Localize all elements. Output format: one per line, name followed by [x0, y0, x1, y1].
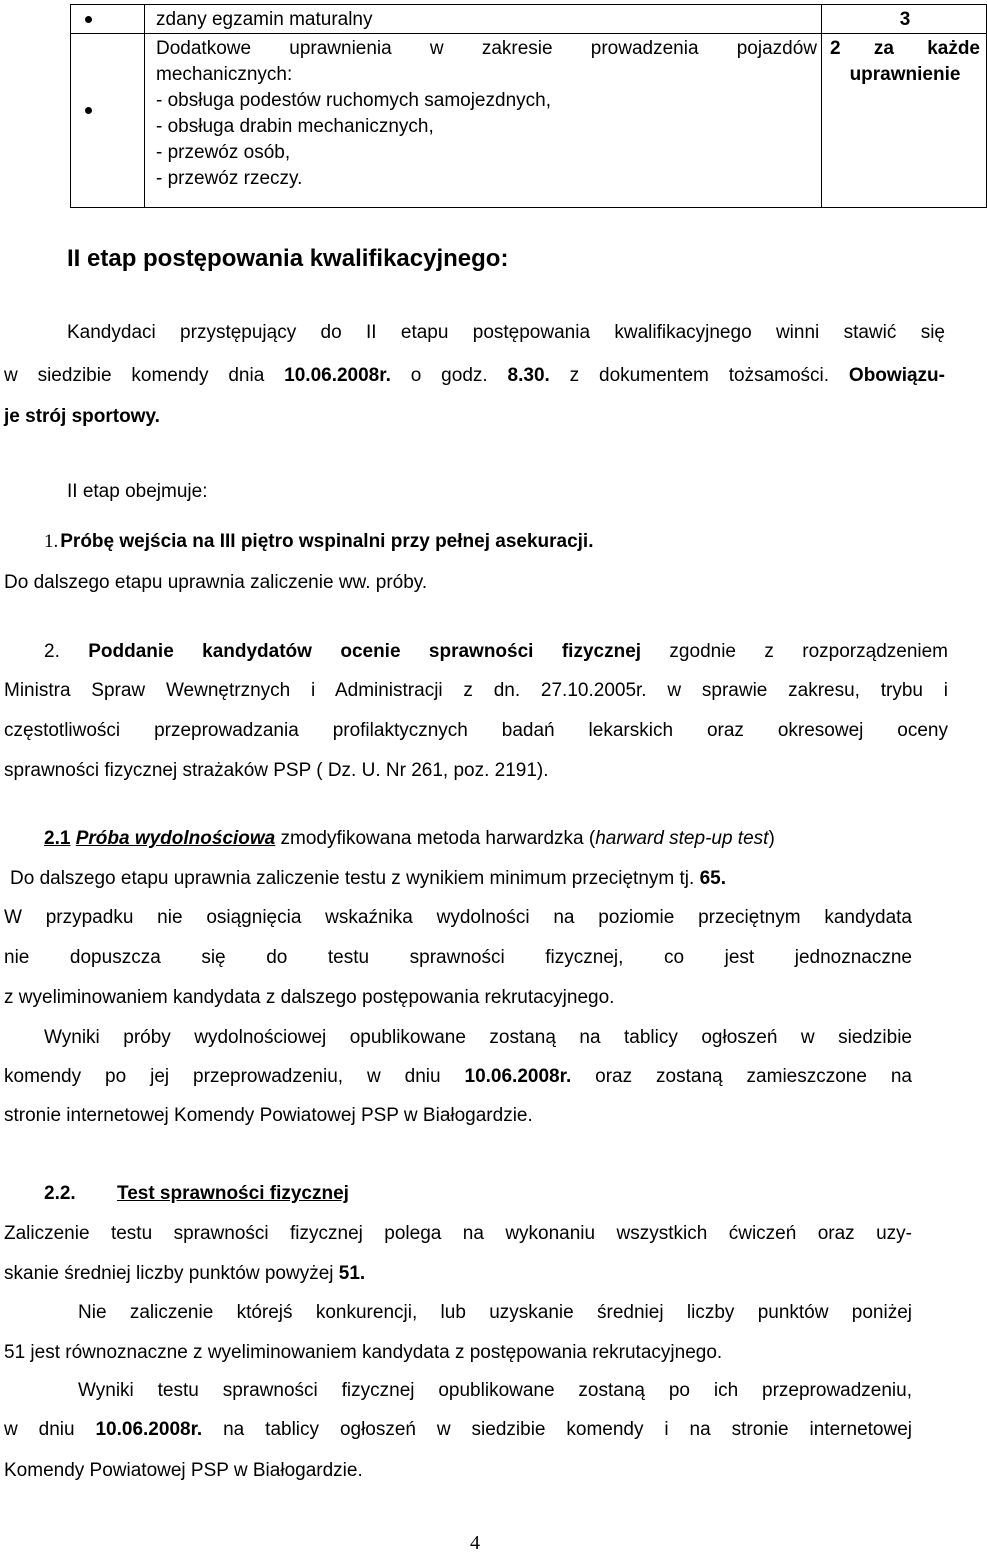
table-row — [71, 5, 987, 34]
item-number: 2. — [44, 641, 89, 662]
page-number: 4 — [470, 1532, 480, 1554]
description-line: mechanicznych: — [156, 64, 293, 85]
points-line: 3 — [899, 9, 911, 30]
intro-line: Kandydaci przystępujący do II etapu postępowania kwalifikacyjnego winni stawić się — [67, 322, 945, 343]
description-line: - obsługa podestów ruchomych samojezdnych, — [156, 90, 551, 111]
item-number: 2.1 — [44, 828, 71, 849]
intro-line: w siedzibie komendy dnia 10.06.2008r. o godz. 8.30. z dokumentem tożsamości. Obowiązu- — [4, 365, 945, 386]
description-line: Dodatkowe uprawnienia w zakresie prowadzenia pojazdów — [156, 38, 817, 59]
results-date: 10.06.2008r. — [95, 1419, 203, 1440]
item-2-1: 2.1 Próba wydolnościowa zmodyfikowana metoda harwardzka (harward step-up test) — [44, 828, 775, 849]
item-text-line: Ministra Spraw Wewnętrznych i Administracji z dn. 27.10.2005r. w sprawie zakresu, trybu i — [4, 680, 948, 701]
description-line: zdany egzamin maturalny — [156, 9, 373, 30]
description-line: - obsługa drabin mechanicznych, — [156, 116, 434, 137]
points-line: uprawnienie — [849, 64, 961, 85]
points-line: 2 za każde — [830, 38, 980, 59]
item-text-line: W przypadku nie osiągnięcia wskaźnika wydolności na poziomie przeciętnym kandydata — [4, 907, 912, 928]
minimum-points: 51. — [338, 1263, 366, 1284]
points-cell — [822, 34, 987, 208]
bullet-icon — [85, 16, 92, 23]
item-note: Do dalszego etapu uprawnia zaliczenie ww. próby. — [4, 572, 428, 593]
table-row — [71, 34, 987, 208]
description-cell — [145, 34, 822, 208]
item-number: 1. — [44, 531, 59, 552]
description-cell — [145, 5, 822, 34]
intro-line: je strój sportowy. — [4, 406, 160, 427]
bullet-cell — [71, 34, 145, 208]
item-title: Poddanie kandydatów ocenie sprawności fizycznej — [88, 641, 642, 662]
minimum-score: 65. — [699, 868, 726, 889]
points-cell — [822, 5, 987, 34]
item-text-line: w dniu 10.06.2008r. na tablicy ogłoszeń w siedzibie komendy i na stronie internetowej — [4, 1419, 912, 1440]
item-text-line: skanie średniej liczby punktów powyżej 51. — [4, 1263, 366, 1284]
results-date: 10.06.2008r. — [464, 1066, 572, 1087]
item-text-line: z wyeliminowaniem kandydata z dalszego postępowania rekrutacyjnego. — [4, 987, 615, 1008]
item-text-line: nie dopuszcza się do testu sprawności fizycznej, co jest jednoznaczne — [4, 947, 912, 968]
item-text-line: stronie internetowej Komendy Powiatowej PSP w Białogardzie. — [4, 1105, 533, 1126]
exam-time: 8.30. — [507, 365, 550, 386]
item-2: 2. Poddanie kandydatów ocenie sprawności fizycznej zgodnie z rozporządzeniem — [44, 641, 949, 662]
item-text-line: Komendy Powiatowej PSP w Białogardzie. — [4, 1460, 363, 1481]
item-title: Próbę wejścia na III piętro wspinalni przy pełnej asekuracji. — [60, 531, 594, 552]
item-text-line: sprawności fizycznej strażaków PSP ( Dz. U. Nr 261, poz. 2191). — [4, 760, 549, 781]
bullet-icon — [85, 107, 92, 114]
item-text-line: częstotliwości przeprowadzania profilaktycznych badań lekarskich oraz okresowej oceny — [4, 720, 948, 741]
item-number: 2.2. — [44, 1183, 76, 1204]
description-line: - przewóz rzeczy. — [156, 168, 303, 189]
exam-date: 10.06.2008r. — [284, 365, 391, 386]
section-heading: II etap postępowania kwalifikacyjnego: — [67, 245, 509, 272]
item-text-line: Wyniki testu sprawności fizycznej opublikowane zostaną po ich przeprowadzeniu, — [78, 1380, 912, 1401]
item-title: Próba wydolnościowa — [75, 828, 276, 849]
item-1 — [44, 531, 594, 553]
bullet-cell — [71, 5, 145, 34]
criteria-table — [70, 4, 987, 208]
item-title: Test sprawności fizycznej — [117, 1183, 349, 1204]
item-text-line: Nie zaliczenie którejś konkurencji, lub uzyskanie średniej liczby punktów poniżej — [78, 1302, 912, 1323]
item-text-line: Zaliczenie testu sprawności fizycznej polega na wykonaniu wszystkich ćwiczeń oraz uzy- — [4, 1223, 912, 1244]
item-text-line: 51 jest równoznaczne z wyeliminowaniem kandydata z postępowania rekrutacyjnego. — [4, 1342, 723, 1363]
item-text-line: Wyniki próby wydolnościowej opublikowane zostaną na tablicy ogłoszeń w siedzibie — [44, 1027, 912, 1048]
item-text-line: komendy po jej przeprowadzeniu, w dniu 10.06.2008r. oraz zostaną zamieszczone na — [4, 1066, 913, 1087]
stage-label: II etap obejmuje: — [67, 481, 208, 502]
description-line: - przewóz osób, — [156, 142, 291, 163]
item-text-line: Do dalszego etapu uprawnia zaliczenie testu z wynikiem minimum przeciętnym tj. 65. — [10, 868, 726, 889]
